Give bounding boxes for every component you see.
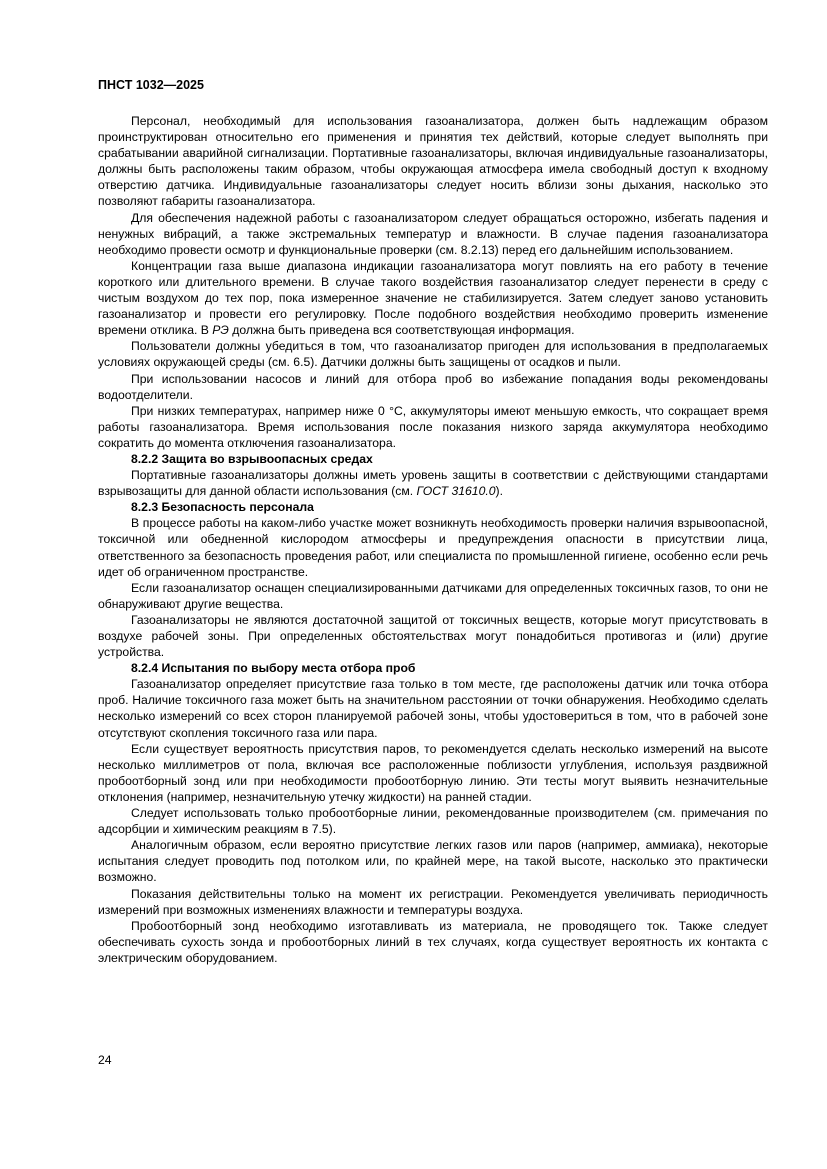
page-number: 24 bbox=[98, 1053, 112, 1067]
paragraph: Газоанализаторы не являются достаточной защитой от токсичных веществ, которые могут присутствовать в воздухе рабочей зоны. При определенных обстоятельствах могут понадобиться противогаз и (или) другие устройства. bbox=[98, 612, 768, 660]
paragraph: Персонал, необходимый для использования газоанализатора, должен быть надлежащим образом проинструктирован относительно его применения и принятия тех действий, которые следует выполнять при срабатывании аварийной сигнализации. Портативные газоанализаторы, включая индивидуальные газоанализаторы, должны быть расположены таким образом, чтобы окружающая атмосфера имела свободный доступ к входному отверстию датчика. Индивидуальные газоанализаторы следует носить вблизи зоны дыхания, насколько это позволяют габариты газоанализатора. bbox=[98, 114, 768, 209]
paragraph: При использовании насосов и линий для отбора проб во избежание попадания воды рекомендованы водоотделители. bbox=[98, 371, 768, 402]
paragraph: Газоанализатор определяет присутствие газа только в том месте, где расположены датчик или точка отбора проб. Наличие токсичного газа может быть на значительном расстоянии от точки обнаружения. Необходимо сделать несколько измерений со всех сторон планируемой рабочей зоны, чтобы удостовериться в том, что в рабочей зоне отсутствуют скопления токсичного газа или пара. bbox=[98, 677, 768, 740]
paragraph-text: должна быть приведена вся соответствующая информация. bbox=[228, 323, 575, 338]
paragraph bbox=[98, 258, 768, 338]
section-heading-8-2-3: 8.2.3 Безопасность персонала bbox=[131, 500, 314, 515]
paragraph: Следует использовать только пробоотборные линии, рекомендованные производителем (см. примечания по адсорбции и химическим реакциям в 7.5). bbox=[98, 806, 768, 837]
section-heading-8-2-4: 8.2.4 Испытания по выбору места отбора проб bbox=[131, 661, 416, 676]
paragraph: Если газоанализатор оснащен специализированными датчиками для определенных токсичных газов, то они не обнаруживают другие вещества. bbox=[98, 580, 768, 611]
paragraph: Аналогичным образом, если вероятно присутствие легких газов или паров (например, аммиака), некоторые испытания следует проводить под потолком или, по крайней мере, на такой высоте, насколько это практически возможно. bbox=[98, 838, 768, 885]
document-header: ПНСТ 1032—2025 bbox=[98, 78, 204, 92]
paragraph: Для обеспечения надежной работы с газоанализатором следует обращаться осторожно, избегать падения и ненужных вибраций, а также экстремальных температур и влажности. В случае падения газоанализатора необходимо провести осмотр и функциональные проверки (см. 8.2.13) перед его дальнейшим использованием. bbox=[98, 210, 768, 257]
manual-reference: РЭ bbox=[212, 323, 229, 338]
paragraph-text: Портативные газоанализаторы должны иметь уровень защиты в соответствии с действующими стандартами взрывозащиты для данной области использования (см. bbox=[98, 468, 768, 499]
paragraph-text: ). bbox=[495, 484, 503, 499]
paragraph-text: Концентрации газа выше диапазона индикации газоанализатора могут повлиять на его работу в течение короткого или длительного времени. В случае такого воздействия газоанализатор следует перенести в среду с чистым воздухом до тех пор, пока измеренное значение не стабилизируется. Затем следует заново установить газоанализатор и провести его регулировку. После подобного воздействия необходимо проверить изменение времени отклика. В bbox=[98, 258, 768, 338]
paragraph: Пользователи должны убедиться в том, что газоанализатор пригоден для использования в предполагаемых условиях окружающей среды (см. 6.5). Датчики должны быть защищены от осадков и пыли. bbox=[98, 339, 768, 370]
document-body bbox=[98, 113, 768, 966]
paragraph: При низких температурах, например ниже 0 °С, аккумуляторы имеют меньшую емкость, что сокращает время работы газоанализатора. Время использования после показания низкого заряда аккумулятора необходимо сократить до момента отключения газоанализатора. bbox=[98, 403, 768, 450]
paragraph bbox=[98, 467, 768, 499]
section-heading-8-2-2: 8.2.2 Защита во взрывоопасных средах bbox=[131, 451, 373, 466]
paragraph: Показания действительны только на момент их регистрации. Рекомендуется увеличивать периодичность измерений при возможных изменениях влажности и температуры воздуха. bbox=[98, 886, 768, 917]
paragraph: Пробоотборный зонд необходимо изготавливать из материала, не проводящего ток. Также следует обеспечивать сухость зонда и пробоотборных линий в тех случаях, когда существует вероятность их контакта с электрическим оборудованием. bbox=[98, 918, 768, 965]
standard-reference: ГОСТ 31610.0 bbox=[416, 484, 496, 499]
paragraph: Если существует вероятность присутствия паров, то рекомендуется сделать несколько измерений на высоте несколько миллиметров от пола, включая все расположенные поблизости углубления, используя раздвижной пробоотборный зонд или при необходимости пробоотборную линию. Эти тесты могут выявить незначительные отклонения (например, незначительную утечку жидкости) на ранней стадии. bbox=[98, 741, 768, 804]
paragraph: В процессе работы на каком-либо участке может возникнуть необходимость проверки наличия взрывоопасной, токсичной или обедненной кислородом атмосферы и предупреждения опасности в присутствии лица, ответственного за безопасность проведения работ, или специалиста по промышленной гигиене, особенно если речь идет об ограниченном пространстве. bbox=[98, 516, 768, 579]
